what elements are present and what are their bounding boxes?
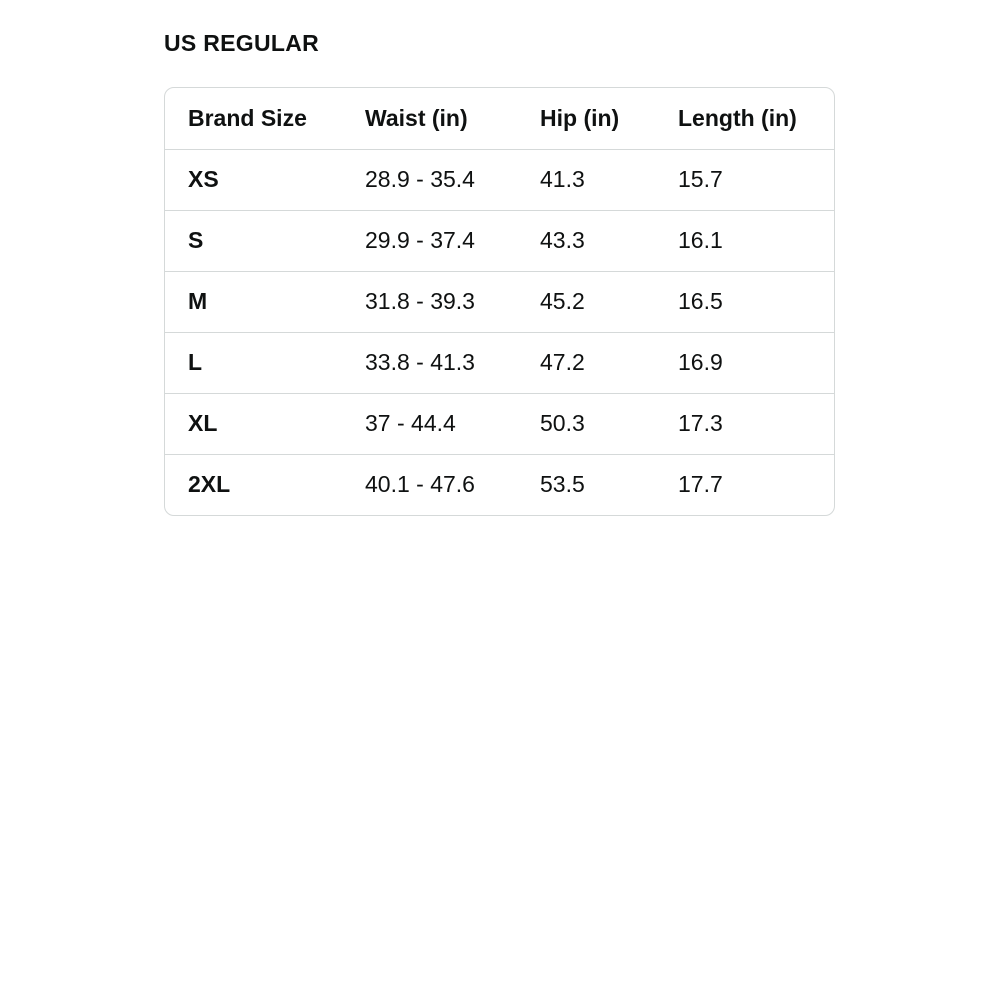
- waist-value: 33.8 - 41.3: [342, 332, 517, 393]
- size-label: M: [165, 271, 342, 332]
- size-label: S: [165, 210, 342, 271]
- table-row: [165, 332, 834, 393]
- table-row: [165, 271, 834, 332]
- hip-value: 43.3: [517, 210, 655, 271]
- table-row: [165, 149, 834, 210]
- waist-value: 31.8 - 39.3: [342, 271, 517, 332]
- size-chart-table: [165, 88, 834, 515]
- size-label: L: [165, 332, 342, 393]
- hip-value: 53.5: [517, 454, 655, 515]
- length-value: 15.7: [655, 149, 834, 210]
- column-header-hip: Hip (in): [540, 104, 620, 131]
- length-value: 16.1: [655, 210, 834, 271]
- length-value: 17.7: [655, 454, 834, 515]
- table-header-row: [165, 88, 834, 149]
- length-value: 16.9: [655, 332, 834, 393]
- table-row: [165, 210, 834, 271]
- size-label: 2XL: [165, 454, 342, 515]
- table-row: [165, 393, 834, 454]
- section-title: US REGULAR: [164, 30, 320, 56]
- waist-value: 28.9 - 35.4: [342, 149, 517, 210]
- size-label: XS: [165, 149, 342, 210]
- table-row: [165, 454, 834, 515]
- column-header-length: Length (in): [678, 104, 797, 131]
- size-label: XL: [165, 393, 342, 454]
- column-header-brand-size: Brand Size: [188, 104, 307, 131]
- hip-value: 45.2: [517, 271, 655, 332]
- length-value: 17.3: [655, 393, 834, 454]
- length-value: 16.5: [655, 271, 834, 332]
- waist-value: 29.9 - 37.4: [342, 210, 517, 271]
- waist-value: 40.1 - 47.6: [342, 454, 517, 515]
- hip-value: 47.2: [517, 332, 655, 393]
- hip-value: 50.3: [517, 393, 655, 454]
- column-header-waist: Waist (in): [365, 104, 468, 131]
- size-chart-table-container: [164, 87, 835, 516]
- waist-value: 37 - 44.4: [342, 393, 517, 454]
- hip-value: 41.3: [517, 149, 655, 210]
